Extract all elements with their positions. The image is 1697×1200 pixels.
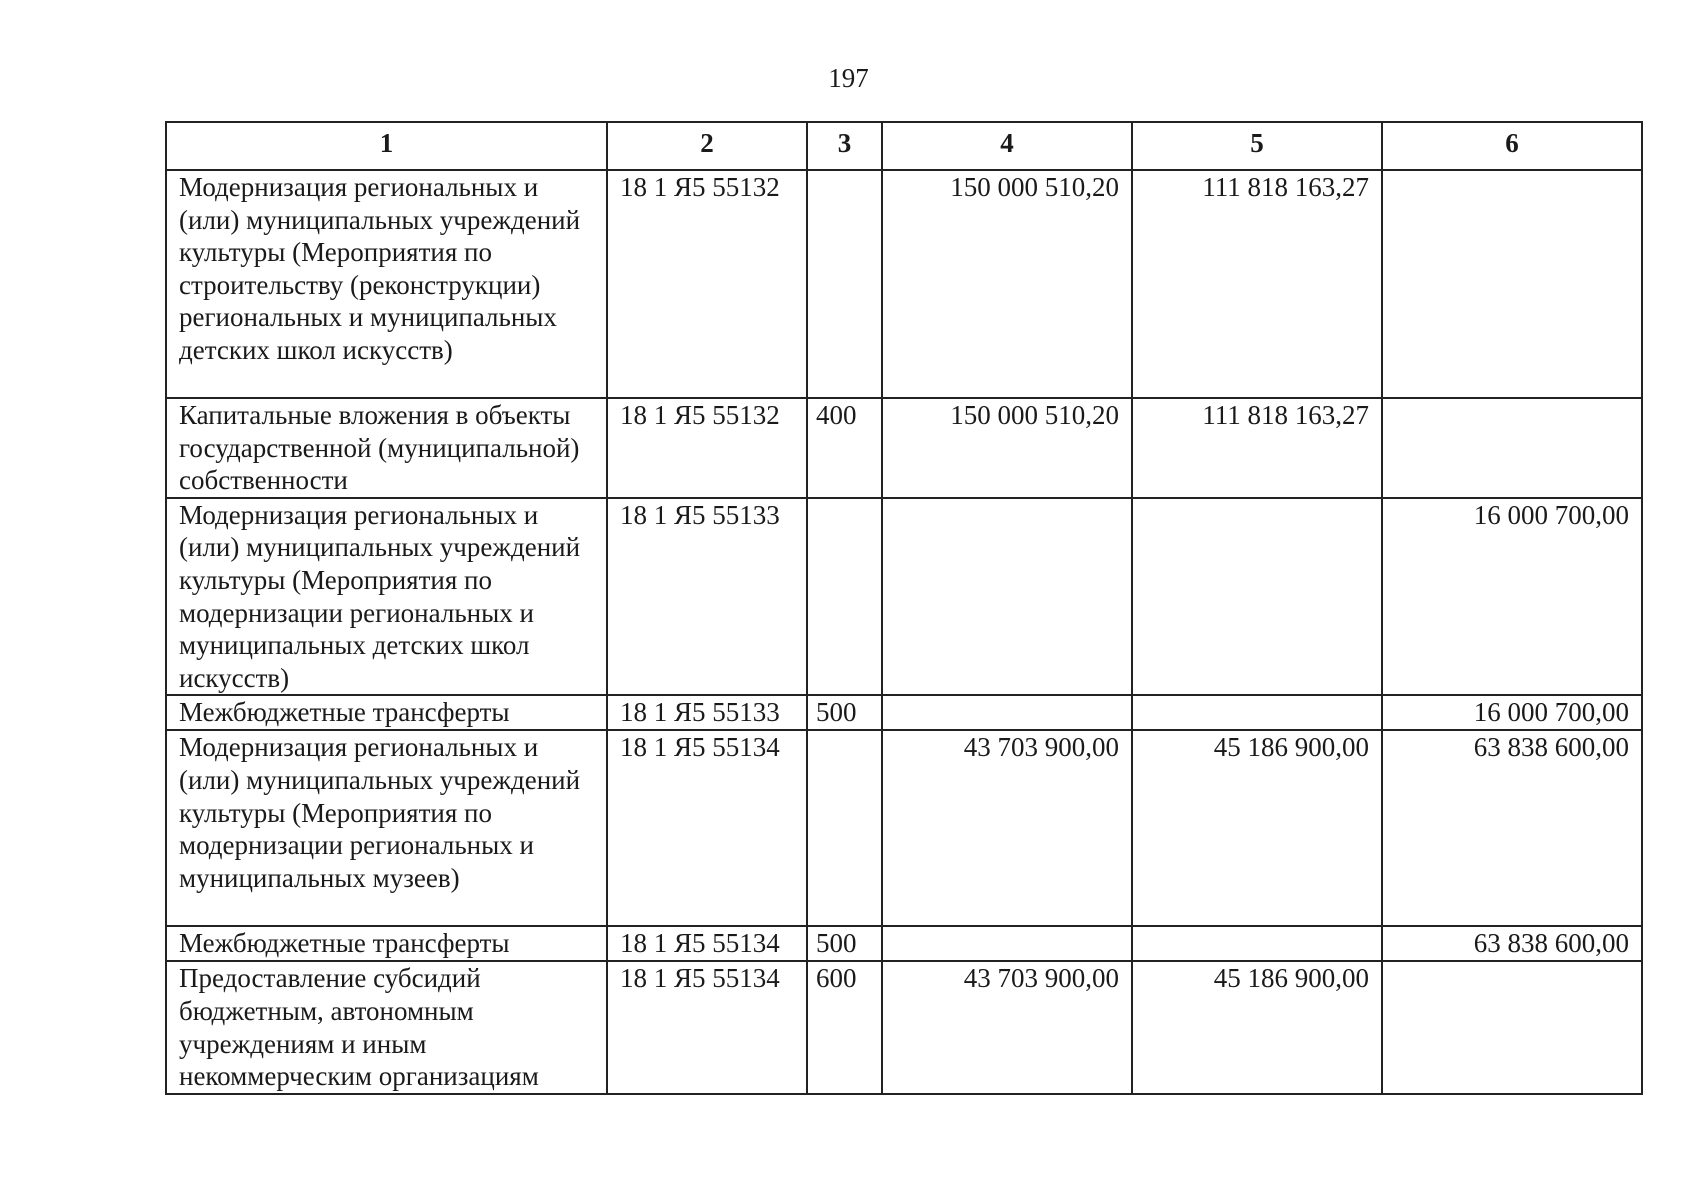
table-body <box>166 170 1642 1094</box>
table-row <box>166 498 1642 696</box>
row-expense-type: 600 <box>807 961 882 1094</box>
row-amount-col5: 45 186 900,00 <box>1132 730 1382 926</box>
row-amount-col6: 63 838 600,00 <box>1382 926 1642 961</box>
row-expense-type: 500 <box>807 695 882 730</box>
header-row <box>166 122 1642 170</box>
row-amount-col6: 16 000 700,00 <box>1382 498 1642 696</box>
row-amount-col5 <box>1132 926 1382 961</box>
row-expense-type <box>807 730 882 926</box>
row-code: 18 1 Я5 55134 <box>607 730 807 926</box>
table-row <box>166 926 1642 961</box>
row-expense-type <box>807 170 882 398</box>
row-amount-col4: 150 000 510,20 <box>882 398 1132 498</box>
table-row <box>166 730 1642 926</box>
table-row <box>166 961 1642 1094</box>
row-amount-col6 <box>1382 961 1642 1094</box>
row-code: 18 1 Я5 55134 <box>607 926 807 961</box>
row-amount-col6 <box>1382 398 1642 498</box>
row-amount-col5: 111 818 163,27 <box>1132 170 1382 398</box>
row-name: Модернизация региональных и (или) муниципальных учреждений культуры (Мероприятия по строительству (реконструкции) региональных и муниципальных детских школ искусств) <box>166 170 607 398</box>
table-row <box>166 695 1642 730</box>
table-row <box>166 398 1642 498</box>
row-expense-type: 400 <box>807 398 882 498</box>
row-amount-col5 <box>1132 498 1382 696</box>
row-code: 18 1 Я5 55133 <box>607 695 807 730</box>
table-header <box>166 122 1642 170</box>
row-name: Модернизация региональных и (или) муниципальных учреждений культуры (Мероприятия по модернизации региональных и муниципальных музеев) <box>166 730 607 926</box>
row-amount-col4: 43 703 900,00 <box>882 730 1132 926</box>
column-header-2: 2 <box>607 122 807 170</box>
row-amount-col4: 150 000 510,20 <box>882 170 1132 398</box>
row-name: Межбюджетные трансферты <box>166 926 607 961</box>
row-code: 18 1 Я5 55132 <box>607 170 807 398</box>
row-amount-col6: 16 000 700,00 <box>1382 695 1642 730</box>
column-header-1: 1 <box>166 122 607 170</box>
row-name: Капитальные вложения в объекты государственной (муниципальной) собственности <box>166 398 607 498</box>
row-name: Предоставление субсидий бюджетным, автономным учреждениям и иным некоммерческим организациям <box>166 961 607 1094</box>
page-number: 197 <box>828 63 869 93</box>
row-amount-col4: 43 703 900,00 <box>882 961 1132 1094</box>
row-amount-col5: 45 186 900,00 <box>1132 961 1382 1094</box>
row-expense-type <box>807 498 882 696</box>
column-header-6: 6 <box>1382 122 1642 170</box>
row-amount-col6: 63 838 600,00 <box>1382 730 1642 926</box>
table-row <box>166 170 1642 398</box>
row-amount-col4 <box>882 695 1132 730</box>
column-header-3: 3 <box>807 122 882 170</box>
column-header-5: 5 <box>1132 122 1382 170</box>
budget-table <box>165 121 1643 1095</box>
row-amount-col5: 111 818 163,27 <box>1132 398 1382 498</box>
row-amount-col4 <box>882 498 1132 696</box>
row-amount-col6 <box>1382 170 1642 398</box>
row-name: Модернизация региональных и (или) муниципальных учреждений культуры (Мероприятия по модернизации региональных и муниципальных детских школ искусств) <box>166 498 607 696</box>
row-code: 18 1 Я5 55133 <box>607 498 807 696</box>
row-amount-col4 <box>882 926 1132 961</box>
row-expense-type: 500 <box>807 926 882 961</box>
row-code: 18 1 Я5 55132 <box>607 398 807 498</box>
row-code: 18 1 Я5 55134 <box>607 961 807 1094</box>
row-name: Межбюджетные трансферты <box>166 695 607 730</box>
column-header-4: 4 <box>882 122 1132 170</box>
row-amount-col5 <box>1132 695 1382 730</box>
